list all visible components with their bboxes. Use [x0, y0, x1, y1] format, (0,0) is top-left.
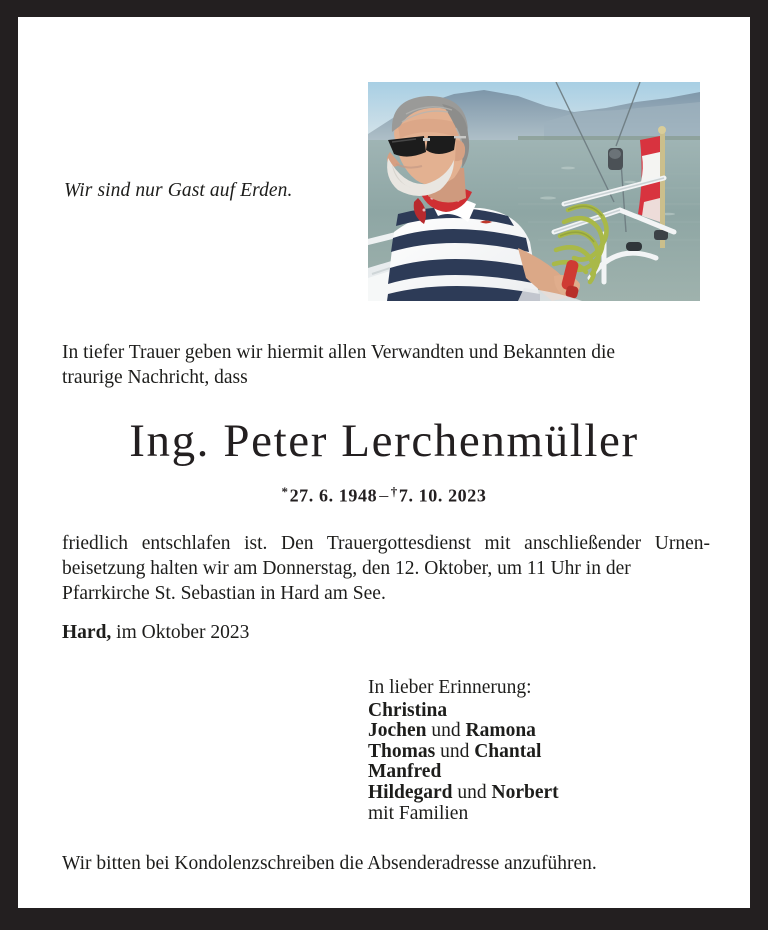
- motto-text: Wir sind nur Gast auf Erden.: [64, 180, 293, 201]
- mourners-families: mit Familien: [368, 802, 469, 824]
- mourner-row: [368, 762, 559, 783]
- place-name: Hard,: [62, 622, 112, 643]
- date-separator: –: [379, 485, 389, 506]
- mourner-conjunction: und: [426, 720, 466, 742]
- life-dates: [18, 484, 750, 506]
- mourner-partner-name: Chantal: [474, 740, 542, 762]
- mourners-heading: In lieber Erinnerung:: [368, 677, 532, 698]
- intro-line-1: In tiefer Trauer geben wir hiermit allen Verwandten und Bekannten die: [62, 342, 616, 363]
- mourner-name: Christina: [368, 699, 448, 721]
- mourner-name: Manfred: [368, 761, 442, 783]
- birth-date: 27. 6. 1948: [289, 485, 378, 506]
- service-line-2: beisetzung halten wir am Donnerstag, den 12. Oktober, um 11 Uhr in der: [62, 558, 631, 579]
- death-date: 7. 10. 2023: [398, 485, 487, 506]
- mourner-name: Jochen: [368, 720, 427, 742]
- obituary-card: [18, 17, 750, 908]
- mourner-row: [368, 721, 559, 742]
- memorial-photo: [368, 82, 700, 301]
- mourner-name: Thomas: [368, 740, 436, 762]
- intro-paragraph: [62, 340, 707, 390]
- service-paragraph: [62, 531, 710, 606]
- mourner-row: [368, 783, 559, 804]
- mourner-row: [368, 701, 559, 722]
- condolence-note: Wir bitten bei Kondolenzschreiben die Absenderadresse anzuführen.: [62, 853, 597, 874]
- mourner-name: Hildegard: [368, 781, 453, 803]
- service-line-3: Pfarrkirche St. Sebastian in Hard am See.: [62, 583, 386, 604]
- sailing-photo-illustration: [368, 82, 700, 301]
- place-and-date: [62, 622, 249, 644]
- death-symbol: †: [390, 484, 398, 499]
- intro-line-2: traurige Nachricht, dass: [62, 367, 248, 388]
- mourner-conjunction: und: [452, 781, 492, 803]
- deceased-name: Ing. Peter Lerchenmüller: [129, 415, 639, 467]
- mourner-partner-name: Norbert: [491, 781, 559, 803]
- mourner-conjunction: und: [435, 740, 475, 762]
- mourner-row: [368, 742, 559, 763]
- mourners-block: [368, 678, 559, 824]
- notice-month-year: im Oktober 2023: [111, 622, 250, 643]
- birth-symbol: *: [281, 484, 289, 499]
- service-line-1: friedlich entschlafen ist. Den Trauergottesdienst mit anschließender Urnen-: [62, 533, 710, 554]
- mourner-partner-name: Ramona: [465, 720, 536, 742]
